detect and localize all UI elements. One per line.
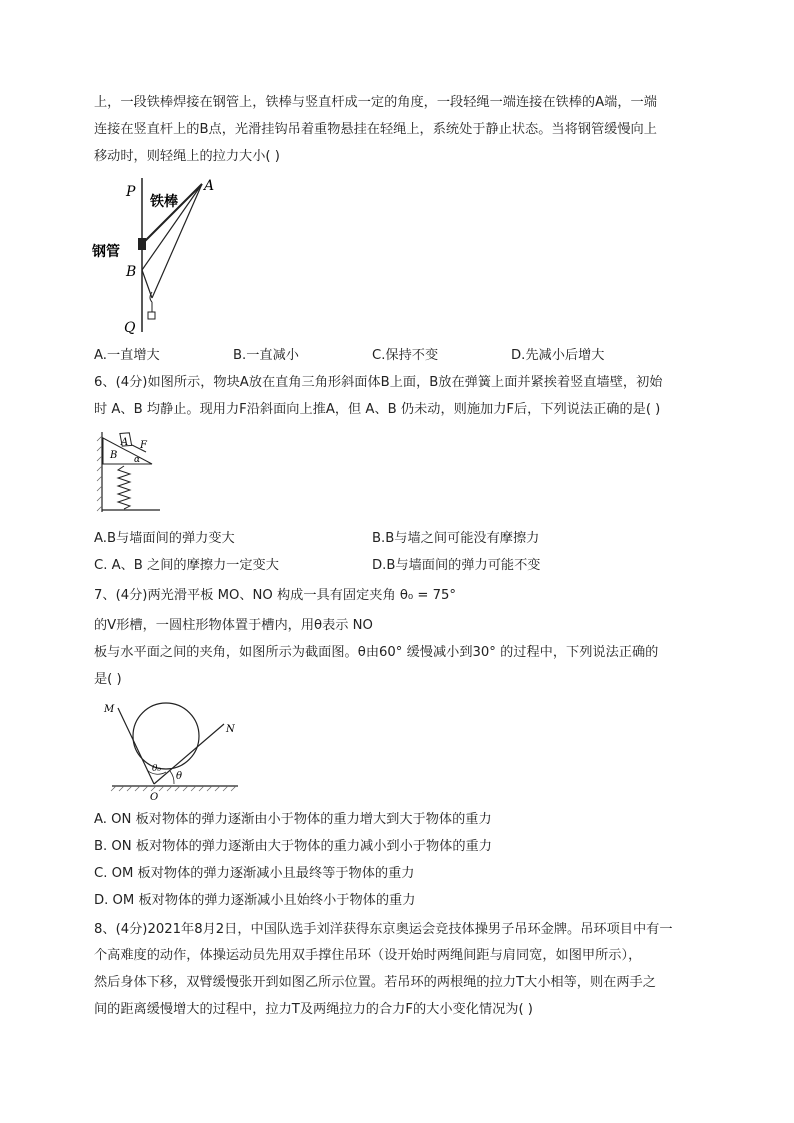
q6-figure [94, 428, 164, 514]
q6-line-2: 时 A、B 均静止。现用力F沿斜面向上推A，但 A、B 仍未动，则施加力F后，下列说法正确的是( ) [94, 402, 661, 417]
q7-option-c: C. OM 板对物体的弹力逐渐减小且最终等于物体的重力 [94, 866, 415, 881]
q5-line-3: 移动时，则轻绳上的拉力大小( ) [94, 149, 280, 164]
q8-line-4: 间的距离缓慢增大的过程中，拉力T及两绳拉力的合力F的大小变化情况为( ) [94, 1002, 533, 1017]
label-a6: A [121, 437, 129, 448]
q8-line-1: 8、(4分)2021年8月2日，中国队选手刘洋获得东京奥运会竞技体操男子吊环金牌。吊环项目中有一 [94, 922, 673, 937]
q8-line-2: 个高难度的动作，体操运动员先用双手撑住吊环（设开始时两绳间距与肩同宽，如图甲所示）， [94, 948, 642, 963]
q5-option-b: B.一直减小 [233, 348, 299, 363]
label-theta: θ [176, 771, 183, 782]
label-b6: B [110, 450, 118, 461]
label-theta0: θ₀ [152, 764, 162, 774]
label-steel-pipe: 钢管 [92, 244, 120, 260]
q7-line-3: 板与水平面之间的夹角，如图所示为截面图。θ由60° 缓慢减小到30° 的过程中，下列说法正确的 [94, 645, 659, 660]
q6-line-1: 6、(4分)如图所示，物块A放在直角三角形斜面体B上面，B放在弹簧上面并紧挨着竖直墙壁，初始 [94, 375, 663, 390]
q7-line-2: 的V形槽，一圆柱形物体置于槽内，用θ表示 NO [94, 618, 373, 633]
q6-option-c: C. A、B 之间的摩擦力一定变大 [94, 558, 279, 573]
q5-line-1: 上，一段铁棒焊接在钢管上，铁棒与竖直杆成一定的角度，一段轻绳一端连接在铁棒的A端，一端 [94, 95, 657, 110]
label-q: Q [124, 320, 136, 336]
q5-line-2: 连接在竖直杆上的B点，光滑挂钩吊着重物悬挂在轻绳上，系统处于静止状态。当将钢管缓慢向上 [94, 122, 657, 137]
label-a: A [204, 178, 215, 194]
q7-option-d: D. OM 板对物体的弹力逐渐减小且始终小于物体的重力 [94, 893, 416, 908]
label-m: M [104, 704, 115, 715]
label-iron-rod: 铁棒 [150, 194, 178, 210]
label-alpha: α [134, 455, 141, 465]
label-n: N [226, 724, 235, 735]
label-b: B [126, 264, 137, 280]
q5-figure [90, 172, 240, 340]
q7-figure [100, 696, 250, 806]
label-p: P [126, 184, 136, 200]
q7-line-1: 7、(4分)两光滑平板 MO、NO 构成一具有固定夹角 θ₀ = 75° [94, 588, 456, 603]
q5-option-c: C.保持不变 [372, 348, 439, 363]
label-f: F [140, 440, 147, 451]
q7-option-b: B. ON 板对物体的弹力逐渐由大于物体的重力减小到小于物体的重力 [94, 839, 492, 854]
q5-option-a: A.一直增大 [94, 348, 160, 363]
label-o: O [150, 792, 159, 803]
q5-option-d: D.先减小后增大 [511, 348, 605, 363]
q6-option-d: D.B与墙面间的弹力可能不变 [372, 558, 541, 573]
q7-option-a: A. ON 板对物体的弹力逐渐由小于物体的重力增大到大于物体的重力 [94, 812, 492, 827]
q7-line-4: 是( ) [94, 672, 122, 687]
q6-option-a: A.B与墙面间的弹力变大 [94, 531, 235, 546]
q6-option-b: B.B与墙之间可能没有摩擦力 [372, 531, 540, 546]
q8-line-3: 然后身体下移，双臂缓慢张开到如图乙所示位置。若吊环的两根绳的拉力T大小相等，则在两手之 [94, 975, 656, 990]
